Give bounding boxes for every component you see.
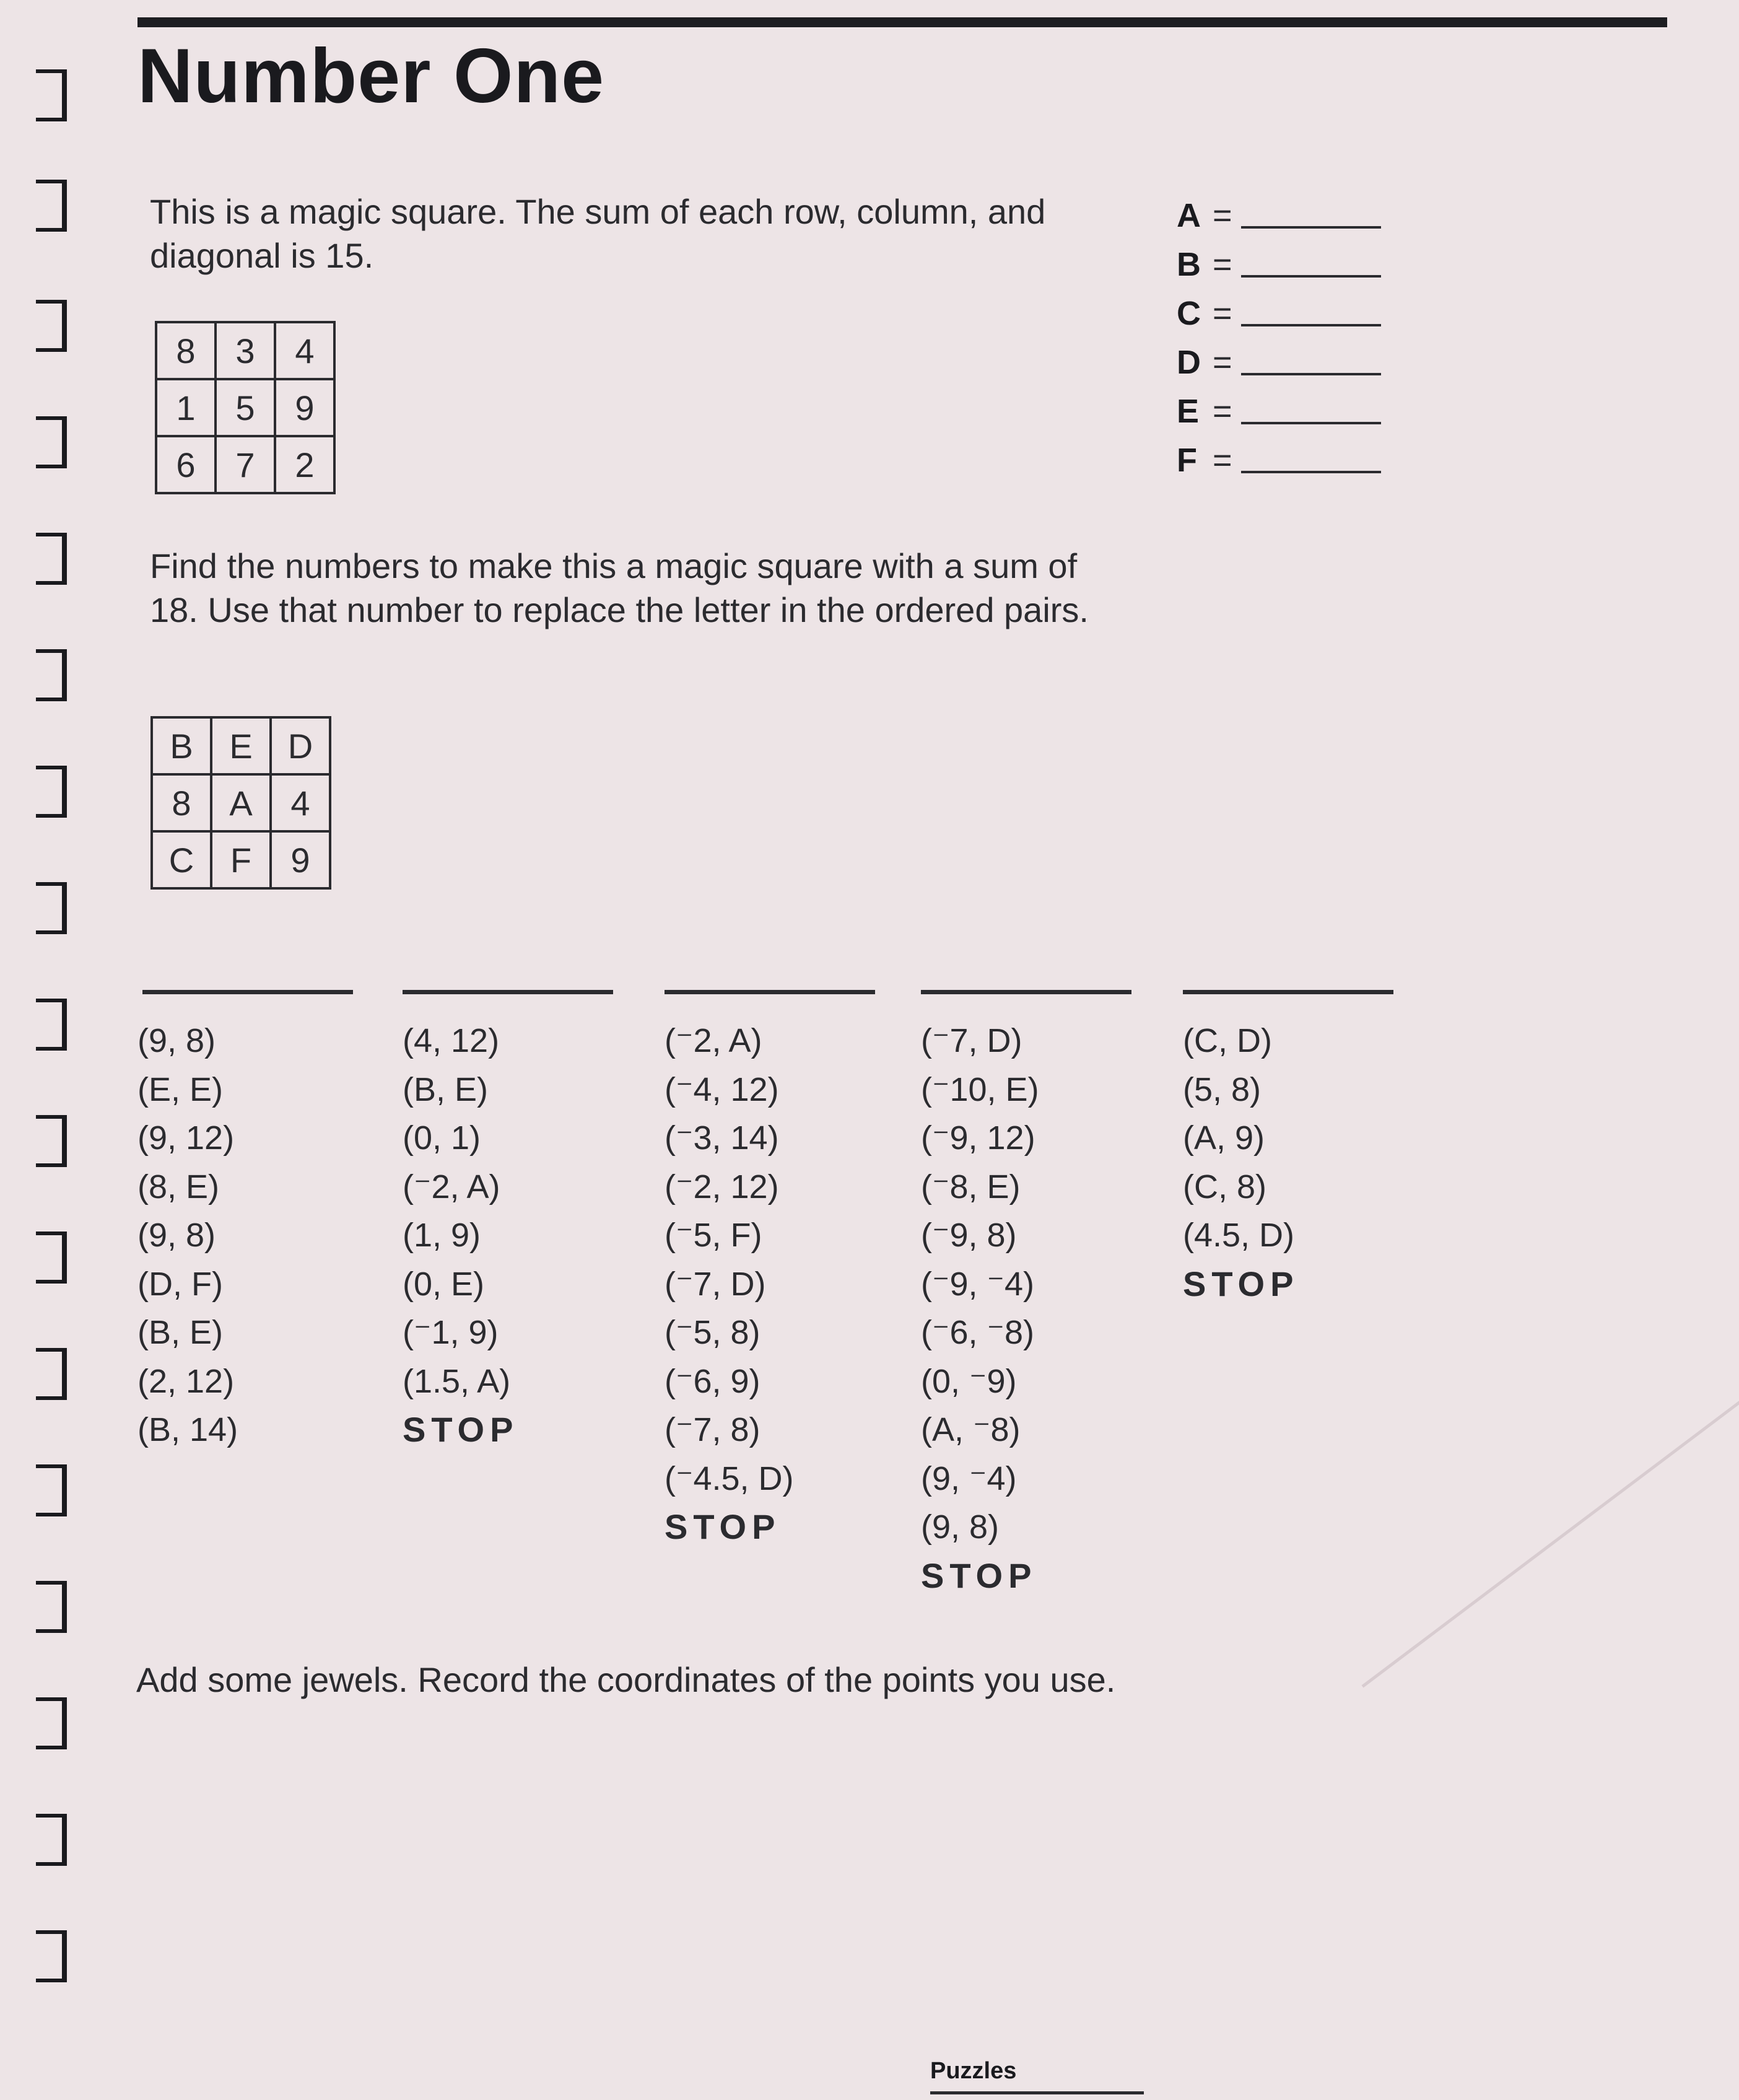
ordered-pair: (⁻6, 9)	[665, 1362, 761, 1400]
ordered-pair: (9, ⁻4)	[921, 1459, 1017, 1497]
ordered-pair: (0, 1)	[403, 1119, 481, 1157]
footer-label: Puzzles	[930, 2058, 1017, 2084]
ordered-pair: (8, E)	[137, 1168, 220, 1205]
magic-square-example	[155, 321, 336, 494]
answer-blank[interactable]	[1241, 226, 1381, 229]
ordered-pair: (5, 8)	[1183, 1070, 1262, 1108]
ordered-pair: (B, 14)	[137, 1411, 238, 1448]
answer-letter: D	[1177, 344, 1201, 381]
answer-letter: A	[1177, 197, 1201, 234]
ordered-pair: (⁻9, ⁻4)	[921, 1265, 1035, 1303]
answer-row	[1177, 333, 1381, 382]
ordered-pair: (0, E)	[403, 1265, 485, 1303]
square-cell: E	[211, 717, 271, 774]
equals-sign: =	[1213, 246, 1232, 283]
square-cell: 9	[271, 831, 330, 888]
ordered-pair: (⁻2, A)	[665, 1022, 762, 1059]
ordered-pair: (⁻3, 14)	[665, 1119, 779, 1157]
square-cell: A	[211, 774, 271, 831]
column-answer-line[interactable]	[1183, 990, 1393, 994]
equals-sign: =	[1213, 442, 1232, 479]
ordered-pair: (9, 12)	[137, 1119, 235, 1157]
ordered-pair: (B, E)	[137, 1314, 224, 1351]
column-answer-line[interactable]	[403, 990, 613, 994]
square-cell: 2	[275, 436, 334, 493]
answer-blank[interactable]	[1241, 275, 1381, 278]
binder-ring-icon	[36, 1348, 67, 1400]
ordered-pair: (⁻4, 12)	[665, 1070, 779, 1108]
square-cell: 3	[216, 322, 275, 379]
answer-row	[1177, 284, 1381, 333]
ordered-pair: (C, D)	[1183, 1022, 1272, 1059]
jewels-instruction: Add some jewels. Record the coordinates of the points you use.	[136, 1660, 1116, 1699]
ordered-pair: (E, E)	[137, 1070, 224, 1108]
ordered-pair: (9, 8)	[137, 1022, 216, 1059]
square-cell: 1	[156, 379, 216, 436]
binder-ring-icon	[36, 1464, 67, 1516]
answer-blank[interactable]	[1241, 324, 1381, 326]
equals-sign: =	[1213, 295, 1232, 332]
column-answer-line[interactable]	[142, 990, 353, 994]
ordered-pair: (1.5, A)	[403, 1362, 511, 1400]
ordered-pair: (2, 12)	[137, 1362, 235, 1400]
square-cell: 6	[156, 436, 216, 493]
equals-sign: =	[1213, 344, 1232, 381]
ordered-pair: (⁻9, 8)	[921, 1217, 1017, 1254]
binder-ring-icon	[36, 1697, 67, 1749]
square-cell: F	[211, 831, 271, 888]
answer-letter: F	[1177, 442, 1197, 479]
binder-ring-icon	[36, 300, 67, 352]
ordered-pair: (⁻2, 12)	[665, 1168, 779, 1205]
square-cell: B	[152, 717, 211, 774]
equals-sign: =	[1213, 197, 1232, 234]
square-cell: 4	[275, 322, 334, 379]
square-cell: 8	[152, 774, 211, 831]
square-cell: C	[152, 831, 211, 888]
ordered-pair: (9, 8)	[137, 1217, 216, 1254]
binder-ring-icon	[36, 999, 67, 1051]
pairs-column-5	[1183, 990, 1393, 1308]
ordered-pair: (⁻7, 8)	[665, 1411, 761, 1448]
ordered-pair: (B, E)	[403, 1070, 489, 1108]
answer-letter: B	[1177, 246, 1201, 283]
paper-fold-crease	[1361, 1350, 1739, 1688]
instructions-text: Find the numbers to make this a magic square with a sum of 18. Use that number to replace the letter in the ordered pairs.	[150, 546, 1089, 629]
ordered-pair: (D, F)	[137, 1265, 223, 1303]
ordered-pair: (⁻7, D)	[665, 1265, 766, 1303]
binder-ring-icon	[36, 69, 67, 121]
answer-blank[interactable]	[1241, 471, 1381, 473]
answer-row	[1177, 235, 1381, 284]
ordered-pair: (4, 12)	[403, 1022, 500, 1059]
square-cell: D	[271, 717, 330, 774]
square-cell: 8	[156, 322, 216, 379]
answer-letter: E	[1177, 393, 1200, 430]
binder-ring-icon	[36, 533, 67, 585]
ordered-pair: (A, 9)	[1183, 1119, 1265, 1157]
stop-label: STOP	[665, 1507, 781, 1546]
ordered-pair: (⁻1, 9)	[403, 1314, 499, 1351]
binder-ring-icon	[36, 766, 67, 818]
ordered-pair: (⁻2, A)	[403, 1168, 500, 1205]
binder-rings	[0, 0, 93, 2100]
answer-row	[1177, 186, 1381, 235]
intro-text: This is a magic square. The sum of each row, column, and diagonal is 15.	[150, 192, 1046, 275]
magic-square-puzzle	[150, 716, 331, 890]
stop-label: STOP	[403, 1410, 519, 1449]
square-cell: 5	[216, 379, 275, 436]
binder-ring-icon	[36, 1232, 67, 1284]
ordered-pair: (1, 9)	[403, 1217, 481, 1254]
top-rule	[137, 17, 1667, 27]
ordered-pair: (⁻6, ⁻8)	[921, 1314, 1035, 1351]
ordered-pair: (9, 8)	[921, 1508, 1000, 1546]
binder-ring-icon	[36, 1581, 67, 1633]
footer-rule	[930, 2091, 1144, 2094]
pairs-column-1	[137, 990, 353, 1455]
ordered-pair: (⁻5, F)	[665, 1217, 762, 1254]
page-title: Number One	[137, 33, 605, 119]
answer-letter: C	[1177, 295, 1201, 332]
ordered-pair: (C, 8)	[1183, 1168, 1266, 1205]
binder-ring-icon	[36, 1814, 67, 1866]
answer-blank[interactable]	[1241, 422, 1381, 424]
binder-ring-icon	[36, 1930, 67, 1982]
ordered-pair: (⁻10, E)	[921, 1070, 1039, 1108]
ordered-pair: (⁻7, D)	[921, 1022, 1022, 1059]
pairs-column-4	[921, 990, 1131, 1600]
square-cell: 4	[271, 774, 330, 831]
stop-label: STOP	[921, 1555, 1037, 1595]
square-cell: 9	[275, 379, 334, 436]
binder-ring-icon	[36, 649, 67, 701]
ordered-pair: (⁻5, 8)	[665, 1314, 761, 1351]
square-cell: 7	[216, 436, 275, 493]
ordered-pair: (4.5, D)	[1183, 1217, 1295, 1254]
ordered-pair: (0, ⁻9)	[921, 1362, 1017, 1400]
equals-sign: =	[1213, 393, 1232, 430]
answer-row	[1177, 431, 1381, 479]
ordered-pair: (⁻8, E)	[921, 1168, 1021, 1205]
answer-blank[interactable]	[1241, 373, 1381, 375]
answer-blanks	[1177, 186, 1381, 479]
pairs-column-3	[665, 990, 875, 1552]
binder-ring-icon	[36, 882, 67, 934]
stop-label: STOP	[1183, 1264, 1299, 1303]
column-answer-line[interactable]	[665, 990, 875, 994]
ordered-pair: (A, ⁻8)	[921, 1411, 1021, 1448]
ordered-pair: (⁻9, 12)	[921, 1119, 1035, 1157]
answer-row	[1177, 382, 1381, 431]
ordered-pair: (⁻4.5, D)	[665, 1459, 794, 1497]
pairs-column-2	[403, 990, 613, 1455]
column-answer-line[interactable]	[921, 990, 1131, 994]
binder-ring-icon	[36, 180, 67, 232]
binder-ring-icon	[36, 1115, 67, 1167]
binder-ring-icon	[36, 416, 67, 468]
